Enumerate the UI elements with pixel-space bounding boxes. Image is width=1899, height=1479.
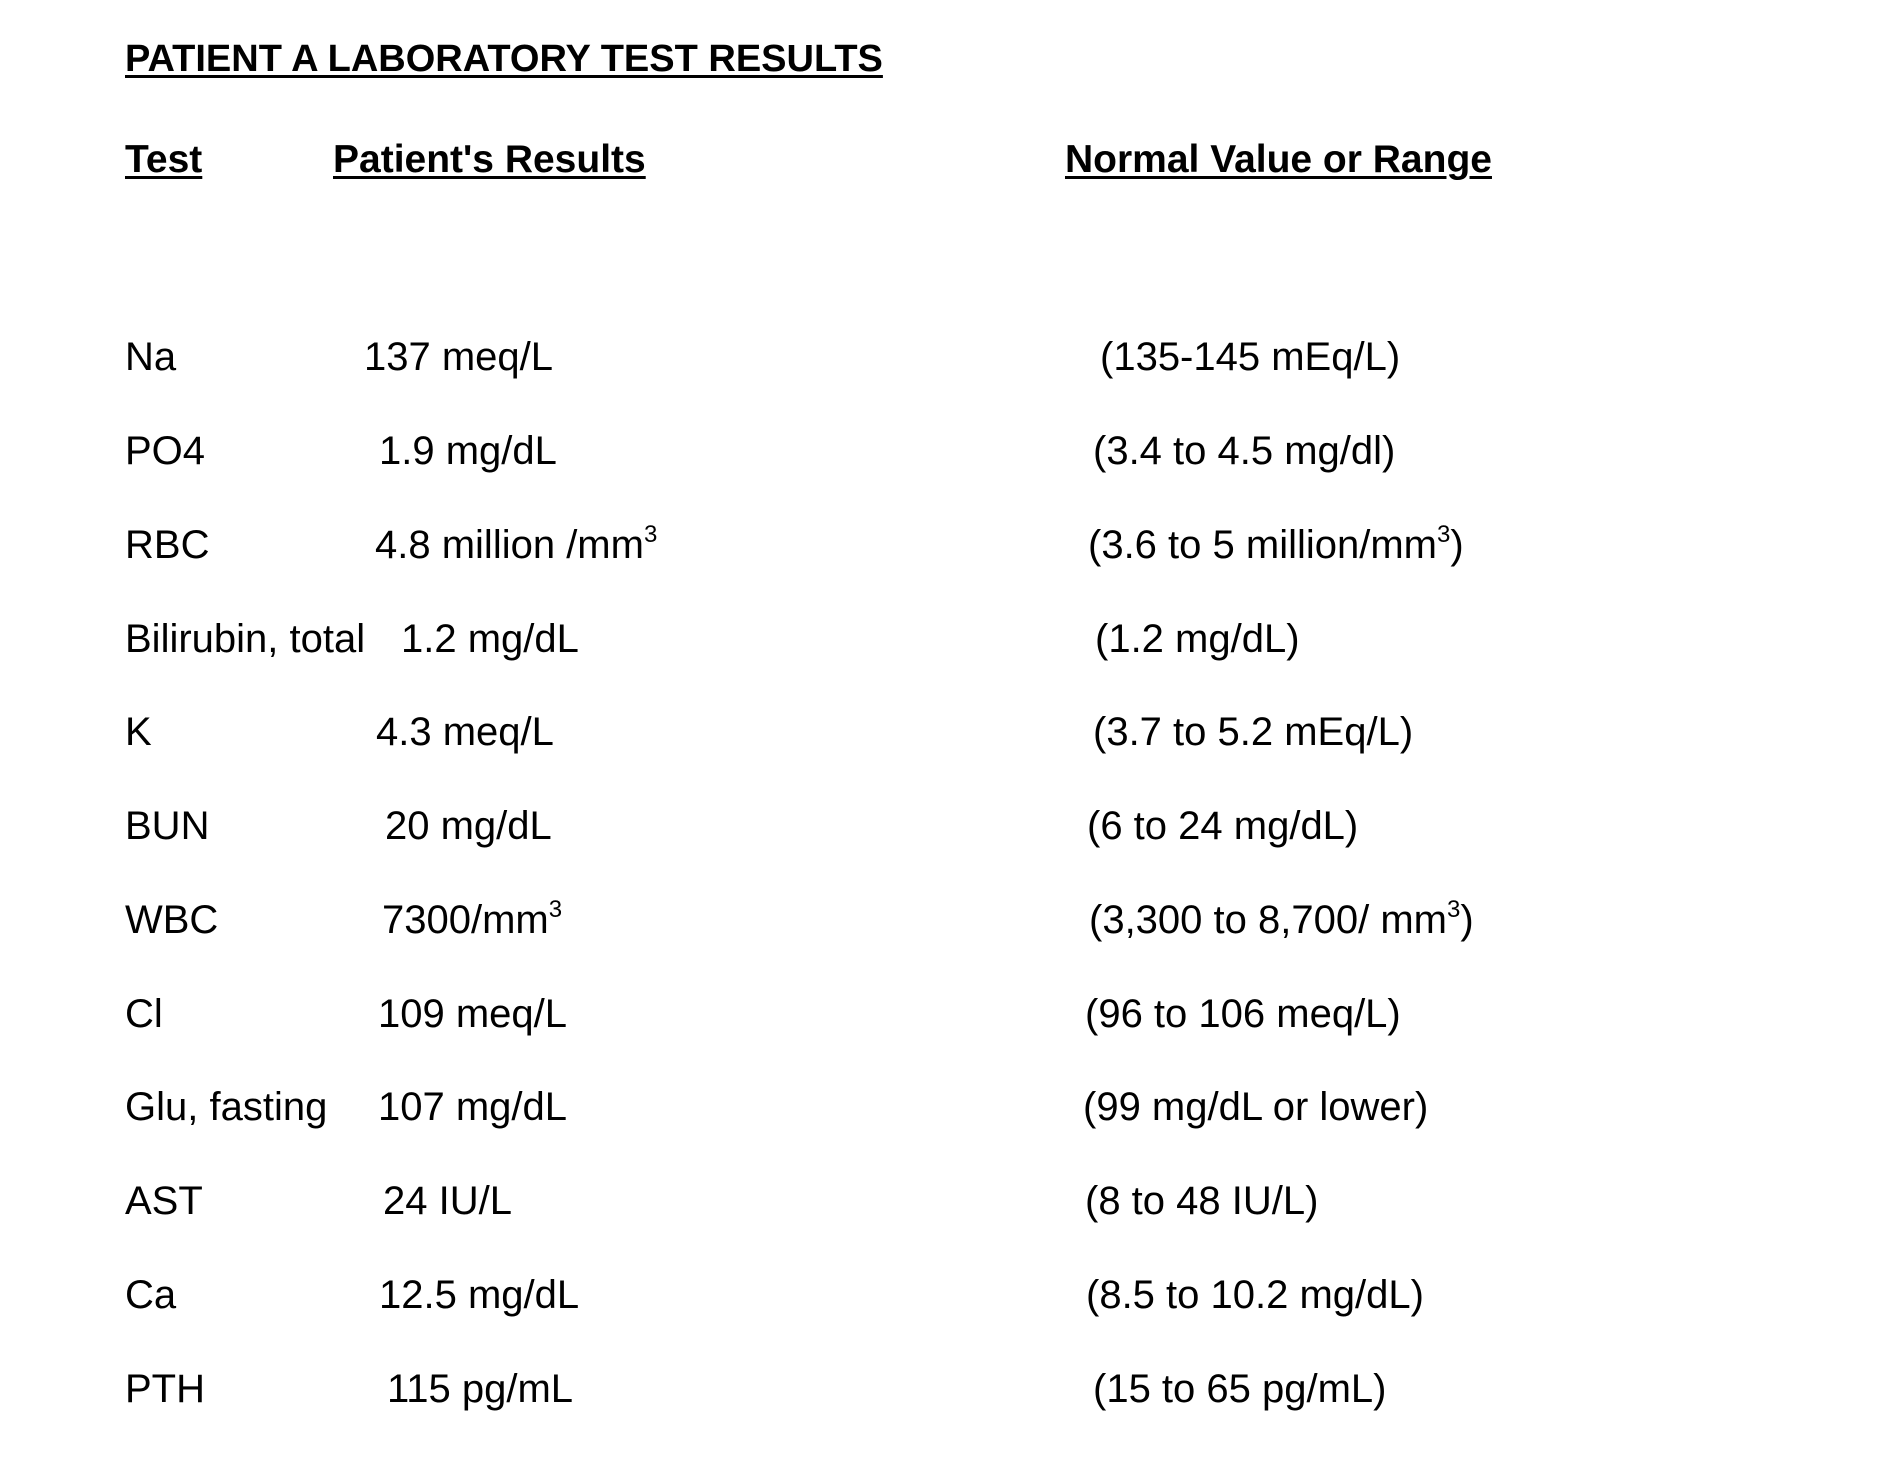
row-patient-result: 107 mg/dL bbox=[378, 1085, 568, 1129]
row-test-name: AST bbox=[125, 1179, 203, 1223]
row-normal-range: (3.6 to 5 million/$mm^3$) bbox=[1088, 520, 1464, 567]
document-title: PATIENT A LABORATORY TEST RESULTS bbox=[125, 38, 883, 80]
row-patient-result: 20 mg/dL bbox=[385, 804, 552, 848]
column-header-normal-range: Normal Value or Range bbox=[1065, 138, 1492, 181]
row-normal-range: (3,300 to 8,700/ $mm^3$) bbox=[1089, 895, 1474, 942]
row-test-name: Na bbox=[125, 335, 177, 379]
row-normal-range: (8.5 to 10.2 mg/dL) bbox=[1086, 1273, 1424, 1317]
row-patient-result: 12.5 mg/dL bbox=[379, 1273, 580, 1317]
row-normal-range: (99 mg/dL or lower) bbox=[1083, 1085, 1429, 1129]
row-normal-range: (135-145 mEq/L) bbox=[1100, 335, 1401, 379]
row-test-name: RBC bbox=[125, 523, 210, 567]
row-test-name: PTH bbox=[125, 1367, 205, 1411]
row-patient-result: 109 meq/L bbox=[378, 992, 568, 1036]
row-normal-range: (1.2 mg/dL) bbox=[1095, 617, 1300, 661]
row-test-name: Glu, fasting bbox=[125, 1085, 328, 1129]
row-patient-result: 1.9 mg/dL bbox=[379, 429, 557, 473]
row-patient-result: 115 pg/mL bbox=[387, 1367, 574, 1411]
row-test-name: WBC bbox=[125, 898, 219, 942]
row-patient-result: 4.3 meq/L bbox=[376, 710, 554, 754]
row-test-name: Bilirubin, total bbox=[125, 617, 366, 661]
row-patient-result: 137 meq/L bbox=[364, 335, 554, 379]
row-test-name: Ca bbox=[125, 1273, 177, 1317]
column-header-test: Test bbox=[125, 138, 203, 181]
row-patient-result: $7300/mm^3$ bbox=[382, 895, 563, 942]
row-patient-result: 24 IU/L bbox=[383, 1179, 512, 1223]
row-normal-range: (8 to 48 IU/L) bbox=[1085, 1179, 1319, 1223]
row-normal-range: (3.4 to 4.5 mg/dl) bbox=[1093, 429, 1396, 473]
row-test-name: K bbox=[125, 710, 152, 754]
row-test-name: BUN bbox=[125, 804, 210, 848]
row-patient-result: 4.8 million $/mm^3$ bbox=[375, 520, 658, 567]
row-normal-range: (3.7 to 5.2 mEq/L) bbox=[1093, 710, 1414, 754]
column-header-patient-results: Patient's Results bbox=[333, 138, 646, 181]
row-patient-result: 1.2 mg/dL bbox=[401, 617, 579, 661]
row-test-name: PO4 bbox=[125, 429, 206, 473]
row-normal-range: (15 to 65 pg/mL) bbox=[1093, 1367, 1387, 1411]
row-test-name: Cl bbox=[125, 992, 163, 1036]
row-normal-range: (96 to 106 meq/L) bbox=[1085, 992, 1401, 1036]
row-normal-range: (6 to 24 mg/dL) bbox=[1087, 804, 1359, 848]
